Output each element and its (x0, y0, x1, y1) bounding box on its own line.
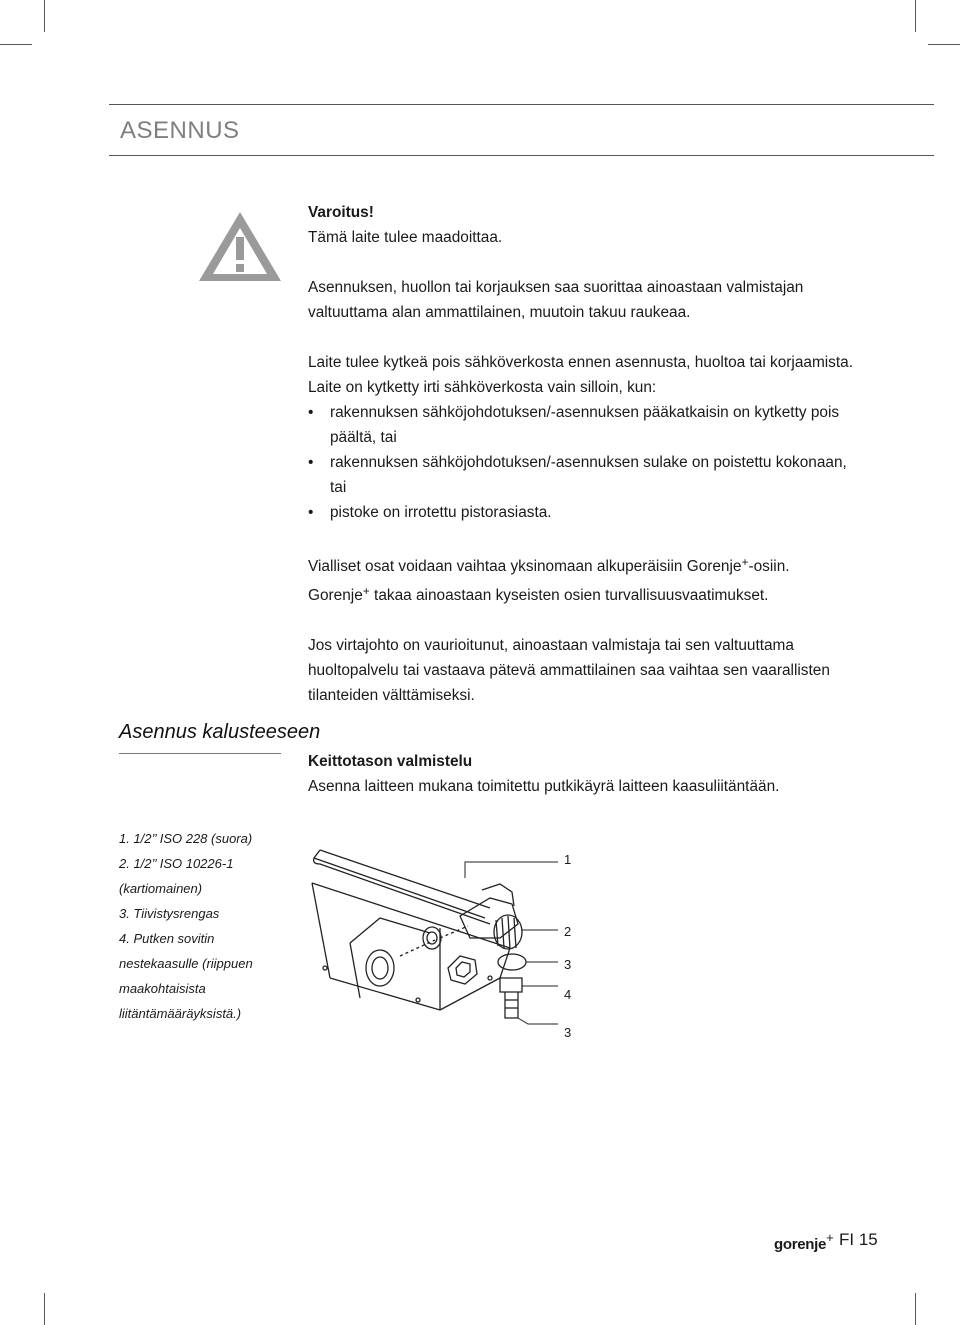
warning-line: Tämä laite tulee maadoittaa. (308, 229, 503, 246)
gas-connection-diagram (300, 828, 600, 1058)
list-item: • pistoke on irrotettu pistorasiasta. (308, 500, 853, 525)
brand-logo: gorenje+ (774, 1230, 834, 1253)
warning-paragraph: Laite tulee kytkeä pois sähköverkosta ennen asennusta, huoltoa tai korjaamista. Laite on kytketty irti sähköverkosta vain silloin, kun: (308, 354, 853, 396)
parts-line: (kartiomainen) (119, 881, 203, 896)
callout-label: 4 (564, 987, 572, 1002)
header-rule-bottom (109, 155, 934, 156)
parts-line: 1. 1/2’’ ISO 228 (suora) (119, 831, 253, 846)
spare-parts-text: Vialliset osat voidaan vaihtaa yksinomaan alkuperäisiin Gorenje+-osiin. (308, 555, 790, 575)
crop-mark (0, 44, 32, 45)
callout-label: 2 (564, 924, 572, 939)
list-item: • rakennuksen sähköjohdotuksen/-asennuksen sulake on poistettu kokonaan, tai (308, 450, 853, 500)
section-rule (119, 753, 281, 754)
warning-heading: Varoitus! (308, 204, 374, 221)
callout-label: 1 (564, 852, 572, 867)
parts-line: maakohtaisista (119, 981, 206, 996)
crop-mark (44, 0, 45, 32)
crop-mark (928, 44, 960, 45)
parts-line: 4. Putken sovitin (119, 931, 215, 946)
parts-line: liitäntämääräyksistä.) (119, 1006, 242, 1021)
parts-line: nestekaasulle (riippuen (119, 956, 253, 971)
crop-mark (915, 1293, 916, 1325)
page-number: FI 15 (839, 1230, 878, 1249)
callout-label: 3 (564, 957, 572, 972)
list-item: • rakennuksen sähköjohdotuksen/-asennuksen pääkatkaisin on kytketty pois päältä, tai (308, 400, 853, 450)
power-cord-paragraph: Jos virtajohto on vaurioitunut, ainoastaan valmistaja tai sen valtuuttama huoltopalvelu tai vastaava pätevä ammattilainen saa vaihtaa sen vaarallisten tilanteiden välttämiseksi. (308, 637, 830, 704)
parts-line: 3. Tiivistysrengas (119, 906, 220, 921)
section-body (308, 749, 853, 799)
section-text: Asenna laitteen mukana toimitettu putkikäyrä laitteen kaasuliitäntään. (308, 778, 780, 795)
section-heading: Asennus kalusteeseen (119, 721, 321, 743)
warning-triangle-icon (196, 209, 284, 284)
crop-mark (44, 1293, 45, 1325)
crop-mark (915, 0, 916, 32)
spare-parts-text: Gorenje+ takaa ainoastaan kyseisten osien turvallisuusvaatimukset. (308, 584, 769, 604)
parts-line: 2. 1/2’’ ISO 10226-1 (119, 856, 234, 871)
warning-block (308, 200, 853, 708)
conditions-list (308, 400, 853, 525)
page-title: ASENNUS (120, 117, 240, 144)
callout-label: 3 (564, 1025, 572, 1040)
parts-list (119, 826, 279, 1026)
subheading: Keittotason valmistelu (308, 753, 473, 770)
warning-paragraph: Asennuksen, huollon tai korjauksen saa suorittaa ainoastaan valmistajan valtuuttama alan ammattilainen, muutoin takuu raukeaa. (308, 279, 804, 321)
header-rule-top (109, 104, 934, 105)
